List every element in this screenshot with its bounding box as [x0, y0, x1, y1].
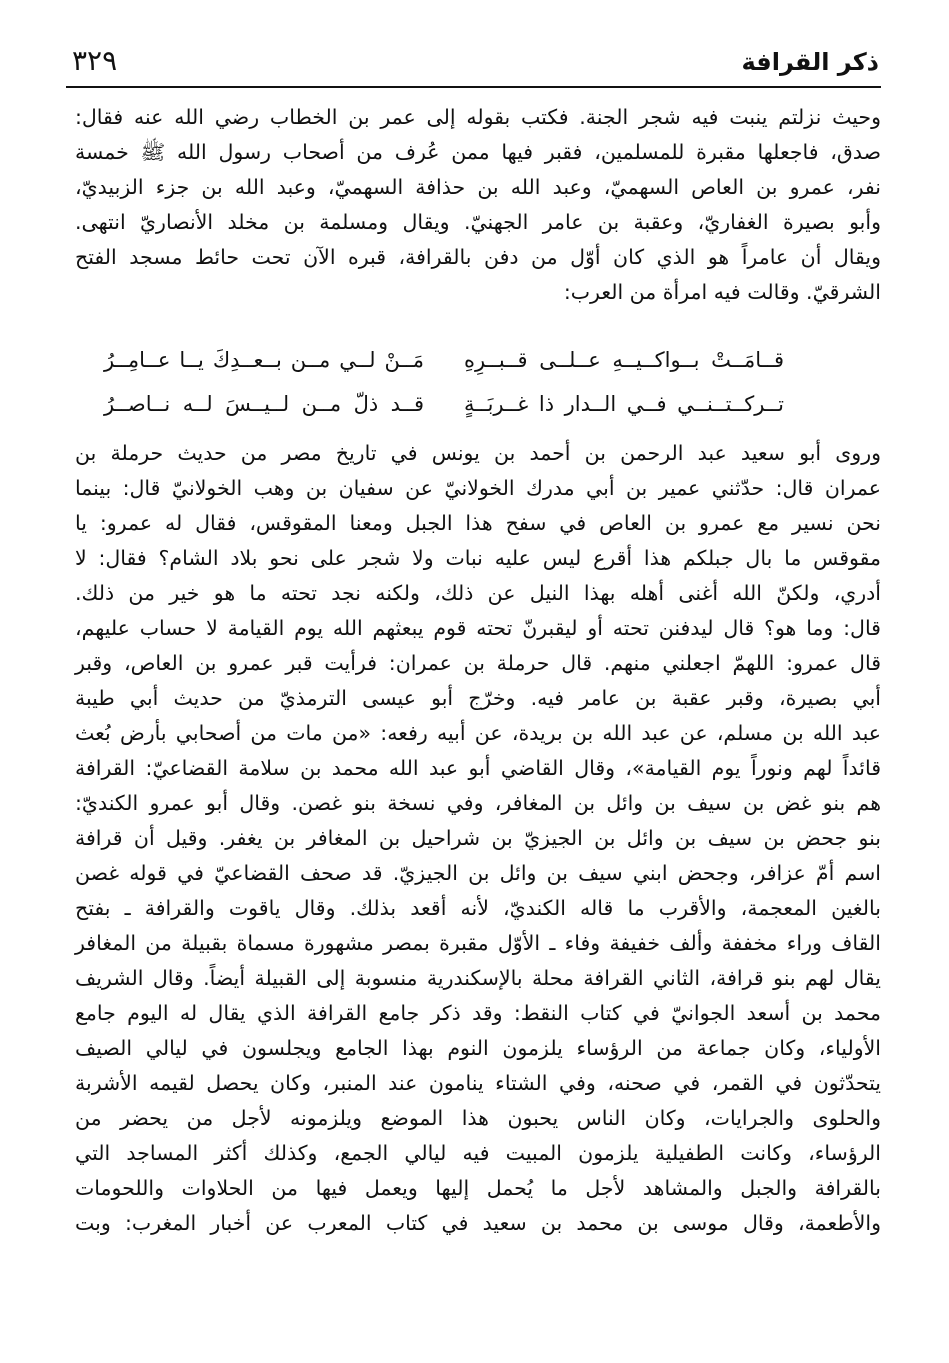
text-line: بالقرافة والجبل والمشاهد لأجل ما يُحمل إليها ويعمل فيها من الحلاوات واللحومات: [75, 1176, 881, 1200]
text-line: والحلوى والجرايات، وكان الناس يحبون هذا الموضع ويلزمونه لأجل من يحضر من: [75, 1106, 881, 1130]
text-line: الأولياء، وكان جماعة من الرؤساء يلزمون النوم بهذا الجامع ويجلسون في ليالي الصيف: [75, 1036, 881, 1060]
text-line: يقال لهم بنو قرافة، الثاني القرافة محلة بالإسكندرية منسوبة إلى القبيلة أيضاً. وقال الشريف: [75, 966, 881, 990]
poem: [104, 338, 784, 426]
text-line: هم بنو غض بن سيف بن وائل بن المغافر، وفي نسخة بنو غصن. وقال أبو عمرو الكنديّ:: [75, 791, 881, 815]
page-header: [66, 38, 881, 88]
text-line: الشرقيّ. وقالت فيه امرأة من العرب:: [563, 280, 881, 304]
text-line: عبد الله بن مسلم، عن عبد الله بن بريدة، عن أبيه رفعه: «من مات من أصحابي بأرض بُعث: [75, 721, 881, 745]
text-line: نحن نسير مع عمرو بن العاص في سفح هذا الجبل ومعنا المقوقس، فقال له عمرو: يا: [75, 511, 881, 535]
verse-second-hemistich: مَــنْ لــي مــن بــعــدِكَ يــا عــامِــرُ: [104, 348, 424, 372]
text-line: القاف وراء مخففة وألف خفيفة وفاء ـ الأوّل مقبرة بمصر مشهورة مسماة بقبيلة من المغافر: [75, 931, 881, 955]
verse: [104, 382, 784, 426]
text-line: نفر، عمرو بن العاص السهميّ، وعبد الله بن حذافة السهميّ، وعبد الله بن جزء الزبيديّ،: [75, 175, 881, 199]
paragraph-opening: [75, 100, 881, 310]
text-line: مقوقس ما بال جبلكم هذا أقرع ليس عليه نبات ولا شجر على نحو بلاد الشام؟ فقال: لا: [75, 546, 881, 570]
verse-second-hemistich: قــد ذلّ مــن لــيــسَ لــه نــاصــرُ: [104, 392, 424, 416]
verse: [104, 338, 784, 382]
page-number: ٣٢٩: [72, 44, 118, 77]
text-line: وأبو بصيرة الغفاريّ، وعقبة بن عامر الجهنيّ. ويقال ومسلمة بن مخلد الأنصاريّ انتهى.: [75, 210, 881, 234]
text-line: أبي بصيرة، وقبر عقبة بن عامر فيه. وخرّج أبو عيسى الترمذيّ من حديث أبي طيبة: [75, 686, 881, 710]
paragraph-main: [75, 436, 881, 1241]
text-line: قال عمرو: اللهمّ اجعلني منهم. قال حرملة بن عمران: فرأيت قبر عمرو بن العاص، وقبر: [75, 651, 881, 675]
text-line: ويقال أن عامراً هو الذي كان أوّل من دفن بالقرافة، قبره الآن تحت حائط مسجد الفتح: [75, 245, 881, 269]
text-line: وحيث نزلتم ينبت فيه شجر الجنة. فكتب بقوله إلى عمر بن الخطاب رضي الله عنه فقال:: [75, 105, 881, 129]
text-line: بنو جحض بن سيف بن وائل بن الجيزيّ بن شراحيل بن المغافر بن يغفر. وقيل أن قرافة: [75, 826, 881, 850]
text-line: والأطعمة، وقال موسى بن محمد بن سعيد في كتاب المعرب عن أخبار المغرب: وبت: [75, 1211, 881, 1235]
text-line: وروى أبو سعيد عبد الرحمن بن أحمد بن يونس في تاريخ مصر من حديث حرملة بن: [75, 441, 881, 465]
verse-first-hemistich: تــركــتــنــي فــي الــدار ذا غــربَــةٍ: [464, 392, 784, 416]
text-line: قائداً لهم ونوراً يوم القيامة»، وقال القاضي أبو عبد الله محمد بن سلامة القضاعيّ: القرافة: [75, 756, 881, 780]
running-title: ذكر القرافة: [741, 48, 879, 76]
text-line: أدري، ولكنّ الله أغنى أهله بهذا النيل عن ذلك، ولكنه نجد تحته ما هو خير من ذلك.: [75, 581, 881, 605]
text-line: قال: وما هو؟ قال ليدفنن تحته أو ليقبرنّ تحته قوم يبعثهم الله يوم القيامة لا حساب عليهم،: [75, 616, 881, 640]
text-line: اسم أمّ عزافر، وجحض ابني سيف بن وائل بن الجيزيّ. قد صحف القضاعيّ في قوله غصن: [75, 861, 881, 885]
text-line: يتحدّثون في القمر، في صحنه، وفي الشتاء ينامون عند المنبر، وكان يحصل لقيمه الأشربة: [75, 1071, 881, 1095]
text-line: الرؤساء، وكانت الطفيلية يلزمون المبيت فيه ليالي الجمع، وكذلك أكثر المساجد التي: [75, 1141, 881, 1165]
text-line: عمران قال: حدّثني عمير بن أبي مدرك الخولانيّ عن سفيان بن وهب الخولانيّ قال: بينما: [75, 476, 881, 500]
verse-first-hemistich: قــامَــتْ بــواكــيــهِ عــلــى قــبــرِهِ: [464, 348, 784, 372]
text-line: صدق، فاجعلها مقبرة للمسلمين، فقبر فيها ممن عُرف من أصحاب رسول الله ﷺ خمسة: [75, 140, 881, 164]
text-line: بالغين المعجمة، والأقرب ما قاله الكنديّ، لأنه أقعد بذلك. وقال ياقوت والقرافة ـ بفتح: [75, 896, 881, 920]
text-line: محمد بن أسعد الجوانيّ في كتاب النقط: وقد ذكر جامع القرافة الذي يقال له اليوم جامع: [75, 1001, 881, 1025]
header-rule: [66, 86, 881, 88]
